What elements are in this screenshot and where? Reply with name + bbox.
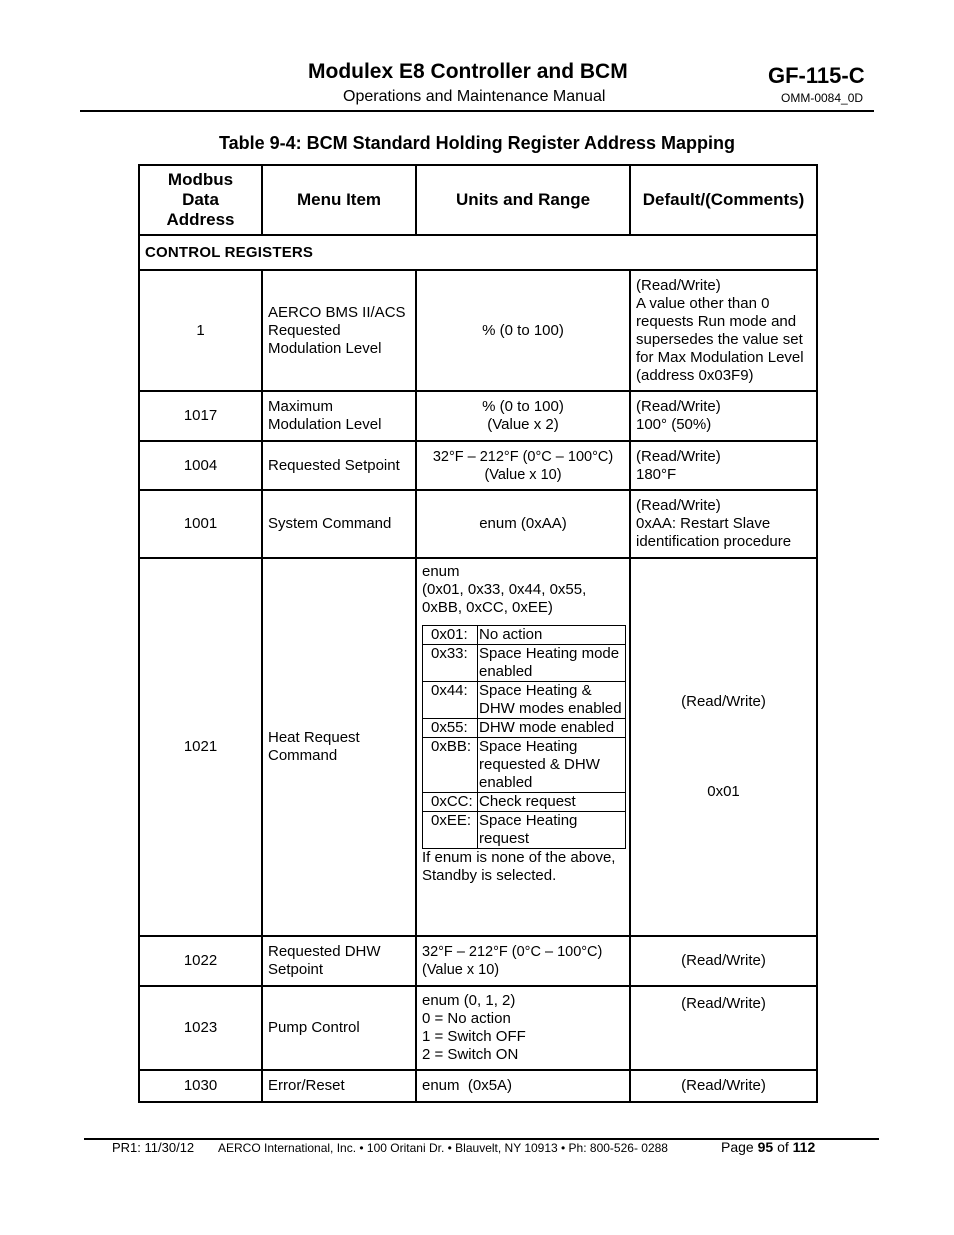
- cell-menu-item: Heat Request Command: [262, 558, 416, 936]
- table-row: [139, 490, 817, 558]
- cell-units: enum (0, 1, 2) 0 = No action 1 = Switch OFF 2 = Switch ON: [416, 986, 630, 1070]
- page-current: 95: [757, 1139, 774, 1155]
- section-row: [139, 235, 817, 270]
- cell-menu-item: Requested DHW Setpoint: [262, 936, 416, 986]
- table-caption: Table 9-4: BCM Standard Holding Register Address Mapping: [218, 133, 736, 153]
- document-revision: OMM-0084_0D: [781, 91, 864, 105]
- column-header-address: Modbus Data Address: [139, 165, 262, 235]
- cell-units: 32°F – 212°F (0°C – 100°C) (Value x 10): [416, 936, 630, 986]
- table-row: [139, 558, 817, 936]
- enum-row: [423, 719, 626, 738]
- cell-units: 32°F – 212°F (0°C – 100°C) (Value x 10): [416, 441, 630, 490]
- enum-desc: Space Heating mode enabled: [478, 645, 626, 682]
- cell-default: [630, 558, 817, 936]
- enum-row: [423, 682, 626, 719]
- enum-code: 0x44:: [423, 682, 478, 719]
- cell-units: enum (0xAA): [416, 490, 630, 558]
- cell-menu-item: Requested Setpoint: [262, 441, 416, 490]
- table-header-row: [139, 165, 817, 235]
- default-access: (Read/Write): [681, 693, 766, 710]
- document-code: GF-115-C: [768, 63, 865, 88]
- page-subtitle: Operations and Maintenance Manual: [343, 88, 606, 105]
- cell-menu-item: Maximum Modulation Level: [262, 391, 416, 441]
- cell-default: (Read/Write) 180°F: [630, 441, 817, 490]
- header-divider: [80, 110, 874, 112]
- table-row: [139, 270, 817, 391]
- cell-address: 1030: [139, 1070, 262, 1102]
- cell-address: 1022: [139, 936, 262, 986]
- enum-row: [423, 738, 626, 793]
- enum-row: [423, 626, 626, 645]
- cell-default: (Read/Write): [630, 1070, 817, 1102]
- enum-table: [422, 625, 626, 849]
- column-header-default: Default/(Comments): [630, 165, 817, 235]
- table-row: [139, 1070, 817, 1102]
- cell-units: % (0 to 100): [416, 270, 630, 391]
- cell-address: 1: [139, 270, 262, 391]
- table-row: [139, 441, 817, 490]
- footer-company: AERCO International, Inc. • 100 Oritani Dr. • Blauvelt, NY 10913 • Ph: 800-526- 0288: [218, 1141, 668, 1155]
- cell-menu-item: AERCO BMS II/ACS Requested Modulation Level: [262, 270, 416, 391]
- cell-address: 1017: [139, 391, 262, 441]
- cell-menu-item: Error/Reset: [262, 1070, 416, 1102]
- column-header-units: Units and Range: [416, 165, 630, 235]
- table-row: [139, 986, 817, 1070]
- enum-code: 0x33:: [423, 645, 478, 682]
- enum-intro: enum (0x01, 0x33, 0x44, 0x55, 0xBB, 0xCC, 0xEE): [422, 563, 587, 616]
- page-title: Modulex E8 Controller and BCM: [308, 60, 628, 83]
- cell-default: (Read/Write): [630, 936, 817, 986]
- cell-default: (Read/Write): [630, 986, 817, 1070]
- default-value: 0x01: [707, 783, 740, 800]
- cell-default: (Read/Write) A value other than 0 requests Run mode and supersedes the value set for Max Modulation Level (address 0x03F9): [630, 270, 817, 391]
- cell-menu-item: System Command: [262, 490, 416, 558]
- enum-code: 0xEE:: [423, 812, 478, 849]
- enum-code: 0xCC:: [423, 793, 478, 812]
- enum-desc: No action: [478, 626, 626, 645]
- table-row: [139, 391, 817, 441]
- enum-row: [423, 645, 626, 682]
- table-row: [139, 936, 817, 986]
- column-header-menu-item: Menu Item: [262, 165, 416, 235]
- cell-address: 1001: [139, 490, 262, 558]
- enum-desc: Space Heating request: [478, 812, 626, 849]
- page-label: Page: [721, 1139, 754, 1155]
- enum-desc: Space Heating requested & DHW enabled: [478, 738, 626, 793]
- enum-code: 0x55:: [423, 719, 478, 738]
- cell-default: (Read/Write) 0xAA: Restart Slave identification procedure: [630, 490, 817, 558]
- cell-units: enum (0x5A): [416, 1070, 630, 1102]
- section-label: CONTROL REGISTERS: [139, 235, 817, 270]
- enum-desc: DHW mode enabled: [478, 719, 626, 738]
- cell-units: [416, 558, 630, 936]
- cell-address: 1023: [139, 986, 262, 1070]
- cell-units: % (0 to 100) (Value x 2): [416, 391, 630, 441]
- enum-outro: If enum is none of the above, Standby is selected.: [422, 849, 616, 884]
- cell-address: 1004: [139, 441, 262, 490]
- enum-desc: Check request: [478, 793, 626, 812]
- enum-row: [423, 812, 626, 849]
- enum-desc: Space Heating & DHW modes enabled: [478, 682, 626, 719]
- enum-row: [423, 793, 626, 812]
- cell-menu-item: Pump Control: [262, 986, 416, 1070]
- cell-address: 1021: [139, 558, 262, 936]
- page-of-label: of: [777, 1139, 789, 1155]
- enum-code: 0x01:: [423, 626, 478, 645]
- register-table: [138, 164, 818, 1103]
- footer-page-number: [721, 1139, 815, 1155]
- cell-default: (Read/Write) 100° (50%): [630, 391, 817, 441]
- footer-revision: PR1: 11/30/12: [112, 1140, 195, 1155]
- enum-code: 0xBB:: [423, 738, 478, 793]
- page-total: 112: [792, 1139, 816, 1155]
